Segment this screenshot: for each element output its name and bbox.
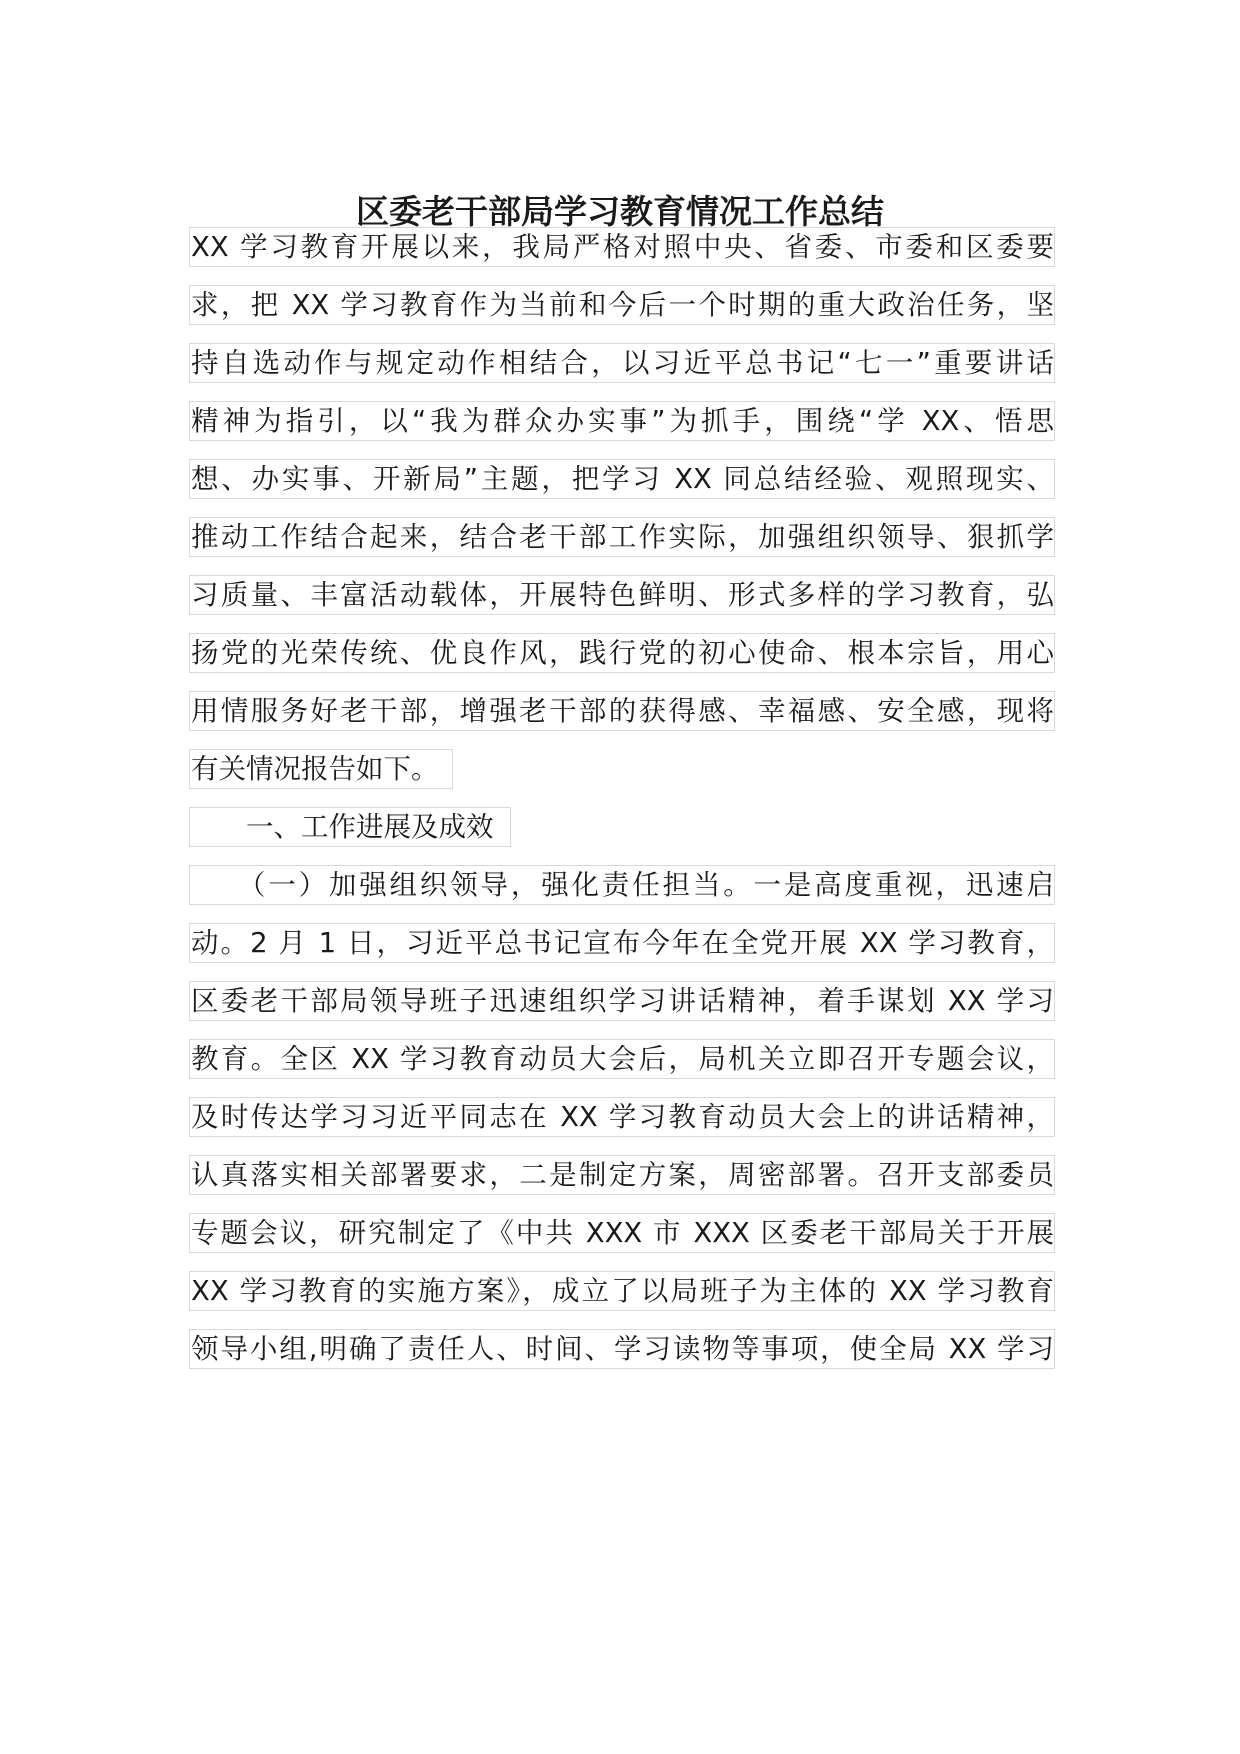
text-line-16: 及时传达学习习近平同志在 XX 学习教育动员大会上的讲话精神， <box>189 1097 1055 1137</box>
section-heading: 一、工作进展及成效 <box>189 807 511 847</box>
text-line-14: 区委老干部局领导班子迅速组织学习讲话精神，着手谋划 XX 学习 <box>189 981 1055 1021</box>
text-line-9: 用情服务好老干部，增强老干部的获得感、幸福感、安全感，现将 <box>189 691 1055 731</box>
text-line-3: 持自选动作与规定动作相结合，以习近平总书记“七一”重要讲话 <box>189 343 1055 383</box>
text-line-6: 推动工作结合起来，结合老干部工作实际，加强组织领导、狠抓学 <box>189 517 1055 557</box>
text-line-18: 专题会议，研究制定了《中共 XXX 市 XXX 区委老干部局关于开展 <box>189 1213 1055 1253</box>
text-line-12: （一）加强组织领导，强化责任担当。一是高度重视，迅速启 <box>189 865 1055 905</box>
text-line-17: 认真落实相关部署要求，二是制定方案，周密部署。召开支部委员 <box>189 1155 1055 1195</box>
text-line-4: 精神为指引，以“我为群众办实事”为抓手，围绕“学 XX、悟思 <box>189 401 1055 441</box>
text-line-10: 有关情况报告如下。 <box>189 749 453 789</box>
text-line-19: XX 学习教育的实施方案》，成立了以局班子为主体的 XX 学习教育 <box>189 1271 1055 1311</box>
text-line-13: 动。2 月 1 日，习近平总书记宣布今年在全党开展 XX 学习教育， <box>189 923 1055 963</box>
text-line-5: 想、办实事、开新局”主题，把学习 XX 同总结经验、观照现实、 <box>189 459 1055 499</box>
text-line-2: 求，把 XX 学习教育作为当前和今后一个时期的重大政治任务，坚 <box>189 285 1055 325</box>
document-title: 区委老干部局学习教育情况工作总结 <box>356 192 884 231</box>
text-line-15: 教育。全区 XX 学习教育动员大会后，局机关立即召开专题会议， <box>189 1039 1055 1079</box>
text-line-7: 习质量、丰富活动载体，开展特色鲜明、形式多样的学习教育，弘 <box>189 575 1055 615</box>
text-line-20: 领导小组,明确了责任人、时间、学习读物等事项，使全局 XX 学习 <box>189 1329 1055 1369</box>
text-line-8: 扬党的光荣传统、优良作风，践行党的初心使命、根本宗旨，用心 <box>189 633 1055 673</box>
text-line-1: XX 学习教育开展以来，我局严格对照中央、省委、市委和区委要 <box>189 227 1055 267</box>
